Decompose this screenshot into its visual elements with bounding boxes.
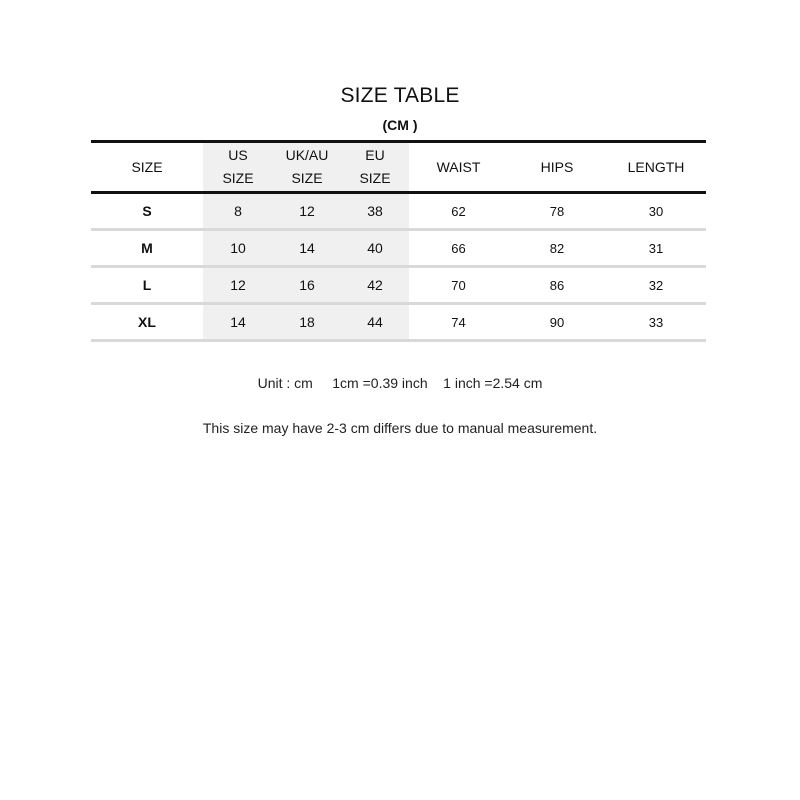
- cell-us-size: 10: [203, 230, 273, 267]
- cell-eu-size: 38: [341, 193, 409, 230]
- header-us-line2: SIZE: [222, 170, 254, 186]
- header-ukau-line1: UK/AU: [285, 147, 329, 163]
- cell-length: 30: [606, 193, 706, 230]
- cell-us-size: 8: [203, 193, 273, 230]
- header-eu-line2: SIZE: [359, 170, 391, 186]
- cell-ukau-size: 12: [273, 193, 341, 230]
- cell-ukau-size: 18: [273, 304, 341, 341]
- cell-hips: 82: [508, 230, 606, 267]
- cell-ukau-size: 14: [273, 230, 341, 267]
- cell-waist: 66: [409, 230, 508, 267]
- header-hips-label: HIPS: [540, 158, 574, 175]
- cell-eu-size: 42: [341, 267, 409, 304]
- cell-hips: 86: [508, 267, 606, 304]
- measurement-disclaimer: This size may have 2-3 cm differs due to manual measurement.: [202, 420, 598, 436]
- header-us-size: [203, 142, 273, 193]
- header-ukau-size: [273, 142, 341, 193]
- size-table: [91, 140, 706, 342]
- cell-size: L: [91, 267, 203, 304]
- cell-waist: 62: [409, 193, 508, 230]
- cell-us-size: 14: [203, 304, 273, 341]
- cell-length: 33: [606, 304, 706, 341]
- cell-length: 32: [606, 267, 706, 304]
- table-row: [91, 193, 706, 230]
- header-length-label: LENGTH: [627, 158, 685, 175]
- header-waist: [409, 142, 508, 193]
- header-hips: [508, 142, 606, 193]
- cell-us-size: 12: [203, 267, 273, 304]
- cell-size: S: [91, 193, 203, 230]
- cell-size: M: [91, 230, 203, 267]
- header-ukau-line2: SIZE: [291, 170, 323, 186]
- table-row: [91, 304, 706, 341]
- header-row: [91, 142, 706, 193]
- cell-size: XL: [91, 304, 203, 341]
- cell-waist: 74: [409, 304, 508, 341]
- table-row: [91, 230, 706, 267]
- header-size: [91, 142, 203, 193]
- page-title: SIZE TABLE: [340, 84, 460, 107]
- header-us-line1: US: [228, 147, 248, 163]
- cell-eu-size: 40: [341, 230, 409, 267]
- table-row: [91, 267, 706, 304]
- header-eu-line1: EU: [365, 147, 385, 163]
- header-size-label: SIZE: [131, 158, 163, 175]
- header-length: [606, 142, 706, 193]
- unit-conversion-note: Unit : cm 1cm =0.39 inch 1 inch =2.54 cm: [257, 375, 543, 391]
- header-eu-size: [341, 142, 409, 193]
- cell-hips: 90: [508, 304, 606, 341]
- unit-subtitle: (CM ): [382, 117, 418, 133]
- cell-waist: 70: [409, 267, 508, 304]
- cell-eu-size: 44: [341, 304, 409, 341]
- cell-length: 31: [606, 230, 706, 267]
- cell-hips: 78: [508, 193, 606, 230]
- header-waist-label: WAIST: [436, 158, 481, 175]
- cell-ukau-size: 16: [273, 267, 341, 304]
